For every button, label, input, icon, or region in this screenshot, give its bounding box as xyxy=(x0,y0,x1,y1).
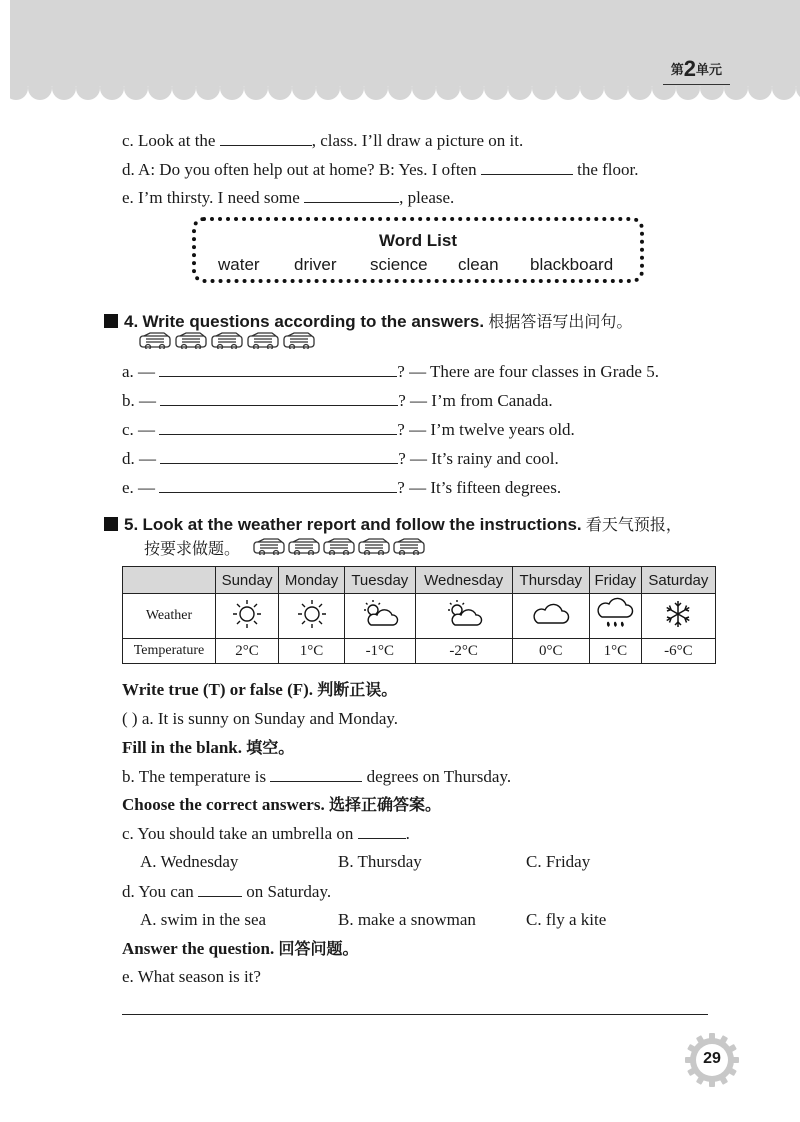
word-blackboard: blackboard xyxy=(530,255,614,274)
option-d-c[interactable]: C. fly a kite xyxy=(526,910,607,929)
sun-icon xyxy=(279,594,345,639)
section-5-title-cont: 按要求做题。 xyxy=(144,539,241,558)
option-d-b[interactable]: B. make a snowman xyxy=(338,910,476,929)
question-4a: a. — ? — There are four classes in Grade 5. xyxy=(122,362,659,381)
answer-blank-4d[interactable] xyxy=(160,448,398,464)
snowflake-icon xyxy=(641,594,715,639)
question-4e: e. — ? — It’s fifteen degrees. xyxy=(122,478,562,497)
weather-report-table xyxy=(122,566,716,664)
exercise-3d: d. A: Do you often help out at home? B: Yes. I often the floor. xyxy=(122,160,639,179)
option-c-b[interactable]: B. Thursday xyxy=(338,852,422,871)
answer-blank-4a[interactable] xyxy=(159,361,397,377)
fill-item-b: b. The temperature is degrees on Thursday. xyxy=(122,767,512,786)
question-e: e. What season is it? xyxy=(122,967,261,986)
day-header: Tuesday xyxy=(345,567,415,594)
temperature-cell: -2°C xyxy=(415,639,512,664)
option-d-a[interactable]: A. swim in the sea xyxy=(140,910,267,929)
day-header: Friday xyxy=(589,567,641,594)
header-band xyxy=(10,0,800,100)
question-4b: b. — ? — I’m from Canada. xyxy=(122,391,553,410)
temperature-cell: -1°C xyxy=(345,639,415,664)
blank-3d[interactable] xyxy=(481,159,573,175)
row-label-weather: Weather xyxy=(123,594,216,639)
temperature-cell: 0°C xyxy=(512,639,589,664)
blank-5b[interactable] xyxy=(270,766,362,782)
temperature-cell: 2°C xyxy=(216,639,279,664)
day-header: Thursday xyxy=(512,567,589,594)
temperature-row xyxy=(123,639,716,664)
section-4-title: 4. Write questions according to the answers. 根据答语写出问句。 xyxy=(104,309,632,332)
page-number: 29 xyxy=(703,1050,721,1067)
section-5-title: 5. Look at the weather report and follow the instructions. 看天气预报， xyxy=(104,512,682,535)
word-water: water xyxy=(218,255,260,274)
weather-row xyxy=(123,594,716,639)
row-label-temperature: Temperature xyxy=(123,639,216,664)
table-corner-cell xyxy=(123,567,216,594)
word-driver: driver xyxy=(294,255,337,274)
word-clean: clean xyxy=(458,255,499,274)
day-header: Sunday xyxy=(216,567,279,594)
sun-icon xyxy=(216,594,279,639)
option-c-a[interactable]: A. Wednesday xyxy=(140,852,239,871)
partly-cloudy-icon xyxy=(415,594,512,639)
question-4d: d. — ? — It’s rainy and cool. xyxy=(122,449,559,468)
answer-heading: Answer the question. 回答问题。 xyxy=(122,939,359,958)
temperature-cell: 1°C xyxy=(279,639,345,664)
difficulty-badges-5 xyxy=(252,537,432,555)
square-bullet-icon xyxy=(104,517,118,531)
square-bullet-icon xyxy=(104,314,118,328)
choose-item-c: c. You should take an umbrella on . xyxy=(122,824,410,843)
difficulty-badges-4 xyxy=(138,331,324,349)
choose-heading: Choose the correct answers. 选择正确答案。 xyxy=(122,795,441,814)
answer-blank-4c[interactable] xyxy=(159,419,397,435)
page-number-badge xyxy=(684,1032,740,1088)
option-c-c[interactable]: C. Friday xyxy=(526,852,591,871)
blank-5d[interactable] xyxy=(198,881,242,897)
exercise-3c: c. Look at the , class. I’ll draw a picture on it. xyxy=(122,131,524,150)
day-header: Saturday xyxy=(641,567,715,594)
tf-item-a: ( ) a. It is sunny on Sunday and Monday. xyxy=(122,709,399,728)
blank-5c[interactable] xyxy=(358,823,406,839)
table-header-row xyxy=(123,567,716,594)
word-list-box xyxy=(192,217,644,283)
question-4c: c. — ? — I’m twelve years old. xyxy=(122,420,575,439)
word-science: science xyxy=(370,255,428,274)
choose-item-d: d. You can on Saturday. xyxy=(122,882,332,901)
tf-heading: Write true (T) or false (F). 判断正误。 xyxy=(122,680,398,699)
rain-icon xyxy=(589,594,641,639)
day-header: Wednesday xyxy=(415,567,512,594)
unit-label: 第2单元 xyxy=(671,56,722,82)
partly-cloudy-icon xyxy=(345,594,415,639)
answer-line-e[interactable] xyxy=(122,1014,708,1015)
blank-3e[interactable] xyxy=(304,187,399,203)
fill-heading: Fill in the blank. 填空。 xyxy=(122,738,295,757)
word-list-title: Word List xyxy=(378,231,458,250)
blank-3c[interactable] xyxy=(220,130,312,146)
answer-blank-4b[interactable] xyxy=(160,390,398,406)
cloud-icon xyxy=(512,594,589,639)
temperature-cell: 1°C xyxy=(589,639,641,664)
day-header: Monday xyxy=(279,567,345,594)
temperature-cell: -6°C xyxy=(641,639,715,664)
answer-blank-4e[interactable] xyxy=(159,477,397,493)
exercise-3e: e. I’m thirsty. I need some , please. xyxy=(122,188,455,207)
